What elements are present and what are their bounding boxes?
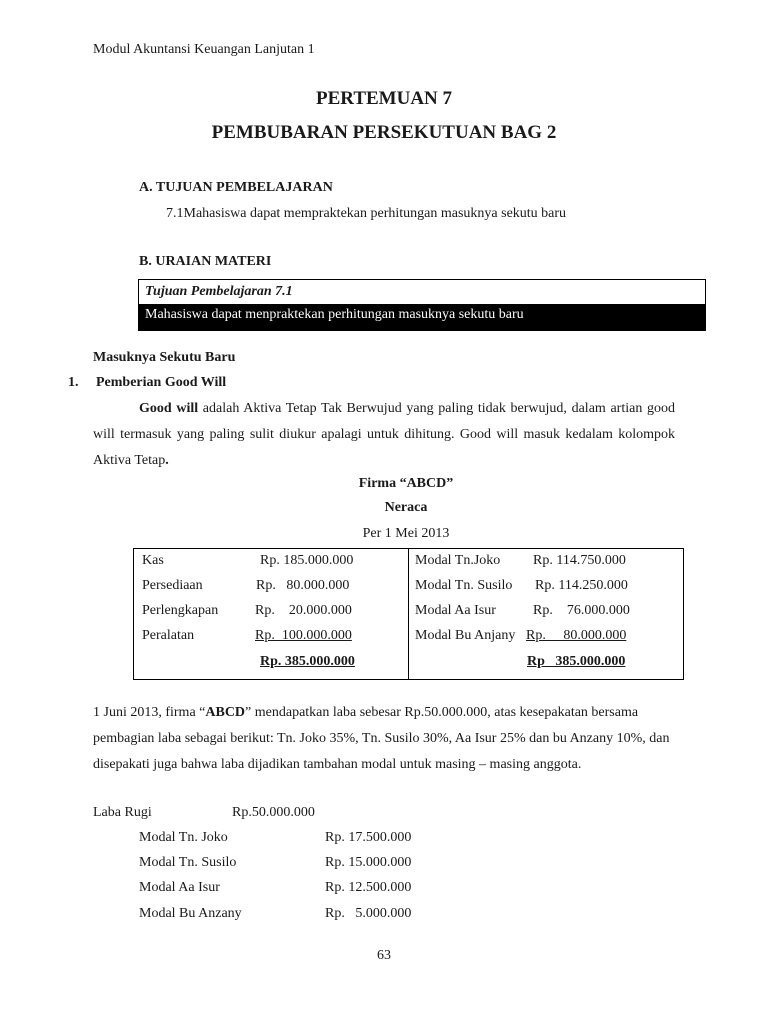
profit-text-end: ” mendapatkan laba sebesar Rp.50.000.000, atas kesepakatan bersama pembagian laba sebagai berikut: Tn. Joko 35%, Tn. Susilo 30%, Aa Isur 25% dan bu Anzany 10%, dan disepakati juga bahwa laba dijadikan tambahan modal untuk masing – masing anggota. (93, 705, 670, 772)
learning-goal-heading: Tujuan Pembelajaran 7.1 (145, 284, 293, 299)
profit-firm-name: ABCD (205, 705, 246, 720)
goodwill-period: . (165, 453, 169, 468)
subsection-title: Masuknya Sekutu Baru (93, 350, 236, 365)
journal-row-value: Rp. 17.500.000 (325, 830, 412, 845)
running-header: Modul Akuntansi Keuangan Lanjutan 1 (93, 42, 315, 57)
firm-name: Firma “ABCD” (358, 476, 454, 491)
liability-label: Modal Tn.Joko (415, 553, 501, 568)
journal-row-label: Modal Aa Isur (139, 880, 220, 895)
profit-text-start: 1 Juni 2013, firma “ (93, 705, 206, 720)
asset-value: Rp. 185.000.000 (260, 553, 354, 568)
journal-row-label: Modal Tn. Susilo (139, 855, 237, 870)
goodwill-term: Good will (139, 401, 199, 416)
goodwill-definition: adalah Aktiva Tetap Tak Berwujud yang paling tidak berwujud, dalam artian good will termasuk yang paling sulit diukur apalagi untuk dihitung. Good will masuk kedalam kolompok Aktiva Tetap (93, 401, 675, 468)
page-number: 63 (377, 948, 391, 963)
balance-sheet-table (133, 548, 684, 680)
learning-goal-box (138, 279, 706, 331)
profit-paragraph (93, 700, 675, 778)
section-b-heading: B. URAIAN MATERI (139, 254, 272, 269)
asset-label: Persediaan (142, 578, 203, 593)
journal-head-value: Rp.50.000.000 (232, 805, 315, 820)
asset-value: Rp. 80.000.000 (256, 578, 350, 593)
section-a-item: 7.1Mahasiswa dapat mempraktekan perhitungan masuknya sekutu baru (166, 206, 567, 221)
liability-total: Rp 385.000.000 (527, 654, 626, 669)
asset-label: Peralatan (142, 628, 195, 643)
goodwill-paragraph (93, 396, 675, 474)
asset-total: Rp. 385.000.000 (260, 654, 355, 669)
asset-value: Rp. 20.000.000 (255, 603, 352, 618)
list-item-number: 1. (68, 375, 79, 390)
learning-goal-text: Mahasiswa dapat menpraktekan perhitungan masuknya sekutu baru (139, 304, 705, 330)
table-divider (408, 549, 409, 679)
balance-sheet-date: Per 1 Mei 2013 (362, 526, 450, 541)
page-title: PERTEMUAN 7 (315, 88, 453, 109)
liability-label: Modal Bu Anjany (415, 628, 516, 643)
section-a-heading: A. TUJUAN PEMBELAJARAN (139, 180, 333, 195)
asset-value: Rp. 100.000.000 (255, 628, 352, 643)
liability-label: Modal Aa Isur (415, 603, 496, 618)
liability-label: Modal Tn. Susilo (415, 578, 513, 593)
balance-sheet-title: Neraca (384, 500, 428, 515)
liability-value: Rp. 76.000.000 (533, 603, 630, 618)
page-subtitle: PEMBUBARAN PERSEKUTUAN BAG 2 (211, 122, 557, 143)
journal-row-value: Rp. 15.000.000 (325, 855, 412, 870)
journal-row-value: Rp. 5.000.000 (325, 906, 412, 921)
liability-value: Rp. 80.000.000 (526, 628, 627, 643)
journal-head-label: Laba Rugi (93, 805, 152, 820)
journal-row-value: Rp. 12.500.000 (325, 880, 412, 895)
journal-row-label: Modal Tn. Joko (139, 830, 228, 845)
list-item-title: Pemberian Good Will (96, 375, 227, 390)
liability-value: Rp. 114.250.000 (535, 578, 628, 593)
asset-label: Perlengkapan (142, 603, 219, 618)
asset-label: Kas (142, 553, 164, 568)
liability-value: Rp. 114.750.000 (533, 553, 626, 568)
journal-row-label: Modal Bu Anzany (139, 906, 242, 921)
